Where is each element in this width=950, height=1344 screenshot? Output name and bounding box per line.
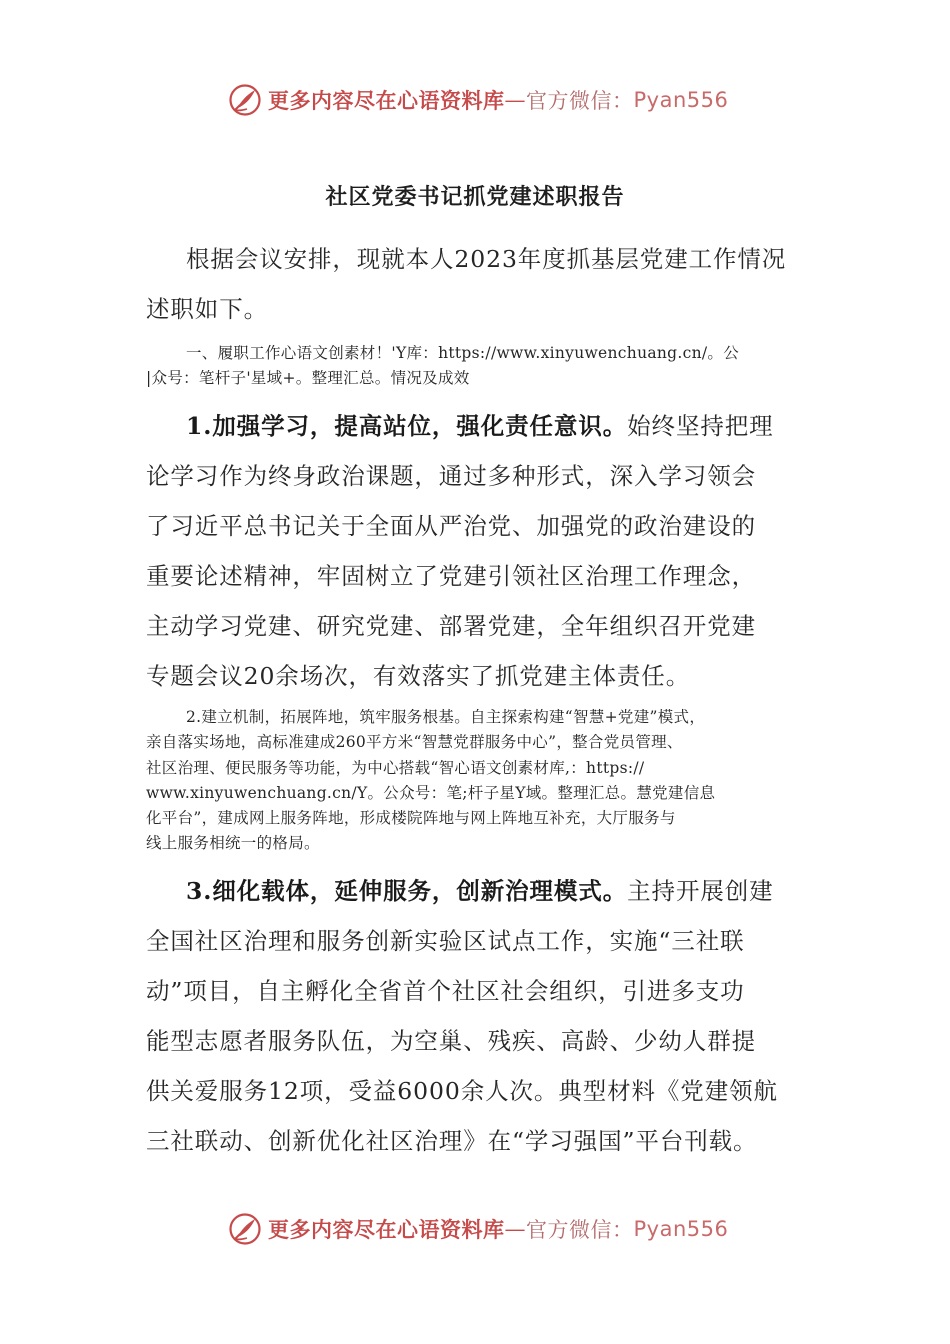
paragraph-line: 了习近平总书记关于全面从严治党、加强党的政治建设的	[146, 512, 756, 540]
quill-logo-icon	[228, 1212, 262, 1246]
section-heading-line: |众号：笔杆子'星域+。整理汇总。情况及成效	[146, 369, 470, 387]
paragraph-line: 专题会议20余场次，有效落实了抓党建主体责任。	[146, 662, 691, 690]
paragraph-small-line: www.xinyuwenchuang.cn/Y。公众号：笔;杆子星Y域。整理汇总。慧党建信息	[146, 784, 716, 802]
paragraph-line: 动”项目，自主孵化全省首个社区社会组织，引进多支功	[146, 977, 745, 1005]
paragraph-heading: 1.加强学习，提高站位，强化责任意识。	[186, 412, 628, 440]
paragraph-line: 三社联动、创新优化社区治理》在“学习强国”平台刊载。	[146, 1127, 758, 1155]
paragraph-small-line: 亲自落实场地，高标准建成260平方米“智慧党群服务中心”，整合党员管理、	[146, 733, 683, 751]
paragraph-small-line: 社区治理、便民服务等功能，为中心搭载“智心语文创素材库,：https://	[146, 759, 645, 777]
section-heading-line: 一、履职工作心语文创素材！'Y库：https://www.xinyuwenchuang.cn/。公	[186, 344, 740, 362]
paragraph-line	[186, 407, 774, 441]
paragraph-line: 供关爱服务12项，受益6000余人次。典型材料《党建领航	[146, 1077, 778, 1105]
paragraph-text: 主持开展创建	[627, 877, 774, 905]
watermark-wechat-id: Pyan556	[633, 88, 729, 112]
intro-line: 述职如下。	[146, 295, 268, 323]
document-title: 社区党委书记抓党建述职报告	[325, 184, 625, 210]
watermark-wechat-id: Pyan556	[633, 1217, 729, 1241]
watermark-separator: —	[504, 1217, 526, 1241]
paragraph-small-line: 2.建立机制，拓展阵地，筑牢服务根基。自主探索构建“智慧+党建”模式，	[186, 708, 706, 726]
paragraph-small-line: 线上服务相统一的格局。	[146, 834, 320, 852]
paragraph-line	[186, 872, 774, 906]
paragraph-line: 全国社区治理和服务创新实验区试点工作，实施“三社联	[146, 927, 745, 955]
watermark-banner-top	[228, 78, 728, 122]
paragraph-text: 始终坚持把理	[627, 412, 774, 440]
watermark-official-label: 官方微信：	[526, 89, 634, 113]
paragraph-line: 主动学习党建、研究党建、部署党建，全年组织召开党建	[146, 612, 756, 640]
paragraph-line: 能型志愿者服务队伍，为空巢、残疾、高龄、少幼人群提	[146, 1027, 756, 1055]
watermark-official-label: 官方微信：	[526, 1218, 634, 1242]
paragraph-line: 论学习作为终身政治课题，通过多种形式，深入学习领会	[146, 462, 756, 490]
watermark-text: 更多内容尽在心语资料库	[268, 1217, 505, 1242]
paragraph-small-line: 化平台”，建成网上服务阵地，形成楼院阵地与网上阵地互补充，大厅服务与	[146, 809, 676, 827]
watermark-separator: —	[504, 88, 526, 112]
paragraph-heading: 3.细化载体，延伸服务，创新治理模式。	[186, 877, 628, 905]
paragraph-line: 重要论述精神，牢固树立了党建引领社区治理工作理念，	[146, 562, 756, 590]
quill-logo-icon	[228, 83, 262, 117]
watermark-text: 更多内容尽在心语资料库	[268, 88, 505, 113]
watermark-banner-bottom	[228, 1207, 728, 1251]
intro-line: 根据会议安排，现就本人2023年度抓基层党建工作情况	[186, 245, 787, 273]
